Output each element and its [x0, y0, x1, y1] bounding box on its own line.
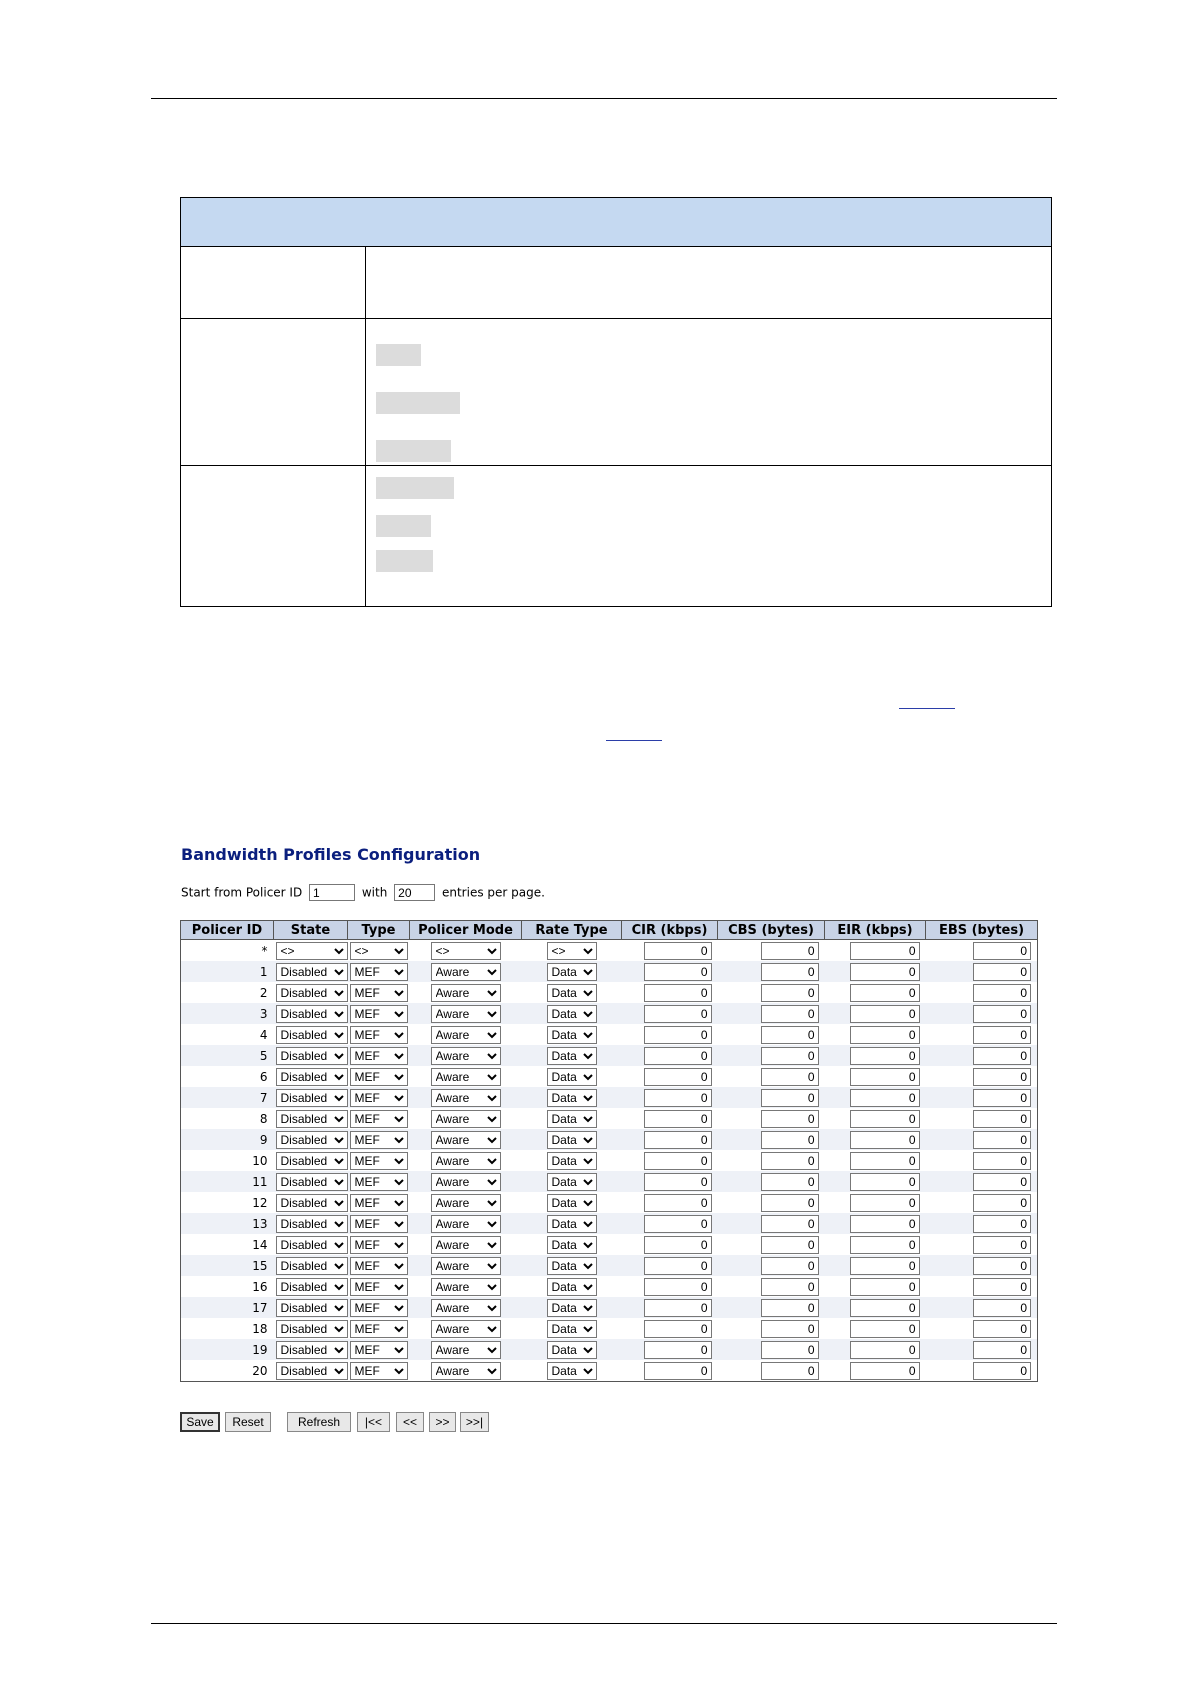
state-select[interactable]	[276, 1236, 348, 1254]
policer-mode-select[interactable]	[431, 1299, 501, 1317]
last-page-button[interactable]: >>|	[460, 1412, 489, 1432]
first-page-button[interactable]: |<<	[357, 1412, 390, 1432]
type-select[interactable]	[350, 963, 408, 981]
state-select[interactable]	[276, 1068, 348, 1086]
eir-input[interactable]	[850, 1341, 920, 1359]
table-row	[181, 1150, 1038, 1171]
state-select[interactable]	[276, 984, 348, 1002]
policer-id-cell: *	[181, 940, 274, 962]
table-row	[181, 1318, 1038, 1339]
policer-mode-select[interactable]	[431, 1341, 501, 1359]
table-row	[181, 1171, 1038, 1192]
column-header: EBS (bytes)	[926, 921, 1038, 940]
type-select[interactable]	[350, 1005, 408, 1023]
cbs-input[interactable]	[761, 1089, 819, 1107]
type-select[interactable]	[350, 1341, 408, 1359]
policer-mode-select[interactable]	[431, 1257, 501, 1275]
cir-input[interactable]	[644, 1278, 712, 1296]
column-header: CIR (kbps)	[622, 921, 718, 940]
policer-mode-select[interactable]	[431, 1152, 501, 1170]
table-row	[181, 1024, 1038, 1045]
policer-id-cell: 18	[181, 1318, 274, 1339]
cbs-input[interactable]	[761, 1173, 819, 1191]
cbs-input[interactable]	[761, 1320, 819, 1338]
start-from-label: Start from Policer ID	[181, 885, 303, 900]
policer-mode-select[interactable]	[431, 1278, 501, 1296]
wildcard-row	[181, 940, 1038, 962]
state-select[interactable]	[276, 1005, 348, 1023]
redacted-text	[376, 440, 451, 462]
table-header-row	[181, 921, 1038, 940]
state-select[interactable]	[276, 963, 348, 981]
eir-input[interactable]	[850, 1152, 920, 1170]
policer-id-cell: 10	[181, 1150, 274, 1171]
eir-input[interactable]	[850, 942, 920, 960]
cbs-input[interactable]	[761, 1362, 819, 1380]
type-select[interactable]	[350, 1152, 408, 1170]
ebs-input[interactable]	[973, 1257, 1031, 1275]
entries-per-page-input[interactable]	[394, 884, 435, 901]
rate-type-select[interactable]	[547, 1362, 597, 1380]
table-row	[181, 1087, 1038, 1108]
cbs-input[interactable]	[761, 1278, 819, 1296]
reset-button[interactable]: Reset	[225, 1412, 271, 1432]
cbs-input[interactable]	[761, 1341, 819, 1359]
policer-mode-select[interactable]	[431, 1110, 501, 1128]
eir-input[interactable]	[850, 1320, 920, 1338]
type-select[interactable]	[350, 1215, 408, 1233]
table-row	[181, 1045, 1038, 1066]
cbs-input[interactable]	[761, 1110, 819, 1128]
cir-input[interactable]	[644, 1026, 712, 1044]
state-select[interactable]	[276, 1089, 348, 1107]
state-select[interactable]	[276, 1110, 348, 1128]
policer-id-cell: 9	[181, 1129, 274, 1150]
type-select[interactable]	[350, 1299, 408, 1317]
policer-id-cell: 11	[181, 1171, 274, 1192]
eir-input[interactable]	[850, 1278, 920, 1296]
rate-type-select[interactable]	[547, 1089, 597, 1107]
rate-type-select[interactable]	[547, 1257, 597, 1275]
bandwidth-profiles-table	[180, 920, 1038, 1382]
eir-input[interactable]	[850, 1173, 920, 1191]
rate-type-select[interactable]	[547, 1320, 597, 1338]
ebs-input[interactable]	[973, 1131, 1031, 1149]
with-label: with	[361, 885, 388, 900]
ebs-input[interactable]	[973, 1236, 1031, 1254]
cbs-input[interactable]	[761, 1068, 819, 1086]
ebs-input[interactable]	[973, 1110, 1031, 1128]
cir-input[interactable]	[644, 1320, 712, 1338]
eir-input[interactable]	[850, 1215, 920, 1233]
eir-input[interactable]	[850, 1026, 920, 1044]
type-select[interactable]	[350, 1278, 408, 1296]
state-select[interactable]	[276, 1047, 348, 1065]
type-select[interactable]	[350, 942, 408, 960]
rate-type-select[interactable]	[547, 1068, 597, 1086]
rate-type-select[interactable]	[547, 1299, 597, 1317]
eir-input[interactable]	[850, 1362, 920, 1380]
cbs-input[interactable]	[761, 942, 819, 960]
redacted-text	[376, 550, 433, 572]
rate-type-select[interactable]	[547, 1005, 597, 1023]
table-row	[181, 1108, 1038, 1129]
page-title: Bandwidth Profiles Configuration	[181, 845, 481, 864]
cbs-input[interactable]	[761, 1026, 819, 1044]
column-header: Rate Type	[522, 921, 622, 940]
state-select[interactable]	[276, 1320, 348, 1338]
state-select[interactable]	[276, 1341, 348, 1359]
policer-mode-select[interactable]	[431, 963, 501, 981]
eir-input[interactable]	[850, 1257, 920, 1275]
redacted-text	[376, 344, 421, 366]
table-divider	[181, 465, 1051, 466]
table-row	[181, 1003, 1038, 1024]
column-header: EIR (kbps)	[825, 921, 926, 940]
rate-type-select[interactable]	[547, 1152, 597, 1170]
type-select[interactable]	[350, 984, 408, 1002]
table-row	[181, 1234, 1038, 1255]
ebs-input[interactable]	[973, 1026, 1031, 1044]
policer-mode-select[interactable]	[431, 1089, 501, 1107]
ebs-input[interactable]	[973, 1089, 1031, 1107]
ebs-input[interactable]	[973, 1320, 1031, 1338]
save-button[interactable]: Save	[180, 1412, 220, 1432]
footer-rule	[151, 1623, 1057, 1624]
state-select[interactable]	[276, 1131, 348, 1149]
table-divider	[181, 318, 1051, 319]
policer-id-cell: 19	[181, 1339, 274, 1360]
rate-type-select[interactable]	[547, 1236, 597, 1254]
policer-id-cell: 5	[181, 1045, 274, 1066]
cbs-input[interactable]	[761, 1299, 819, 1317]
ebs-input[interactable]	[973, 1068, 1031, 1086]
policer-mode-select[interactable]	[431, 1131, 501, 1149]
ebs-input[interactable]	[973, 1173, 1031, 1191]
cir-input[interactable]	[644, 1110, 712, 1128]
column-header: CBS (bytes)	[718, 921, 825, 940]
ebs-input[interactable]	[973, 1299, 1031, 1317]
refresh-button[interactable]: Refresh	[287, 1412, 351, 1432]
cbs-input[interactable]	[761, 963, 819, 981]
type-select[interactable]	[350, 1089, 408, 1107]
start-policer-id-input[interactable]	[309, 884, 355, 901]
policer-mode-select[interactable]	[431, 1068, 501, 1086]
cir-input[interactable]	[644, 942, 712, 960]
description-table-header	[181, 198, 1051, 247]
table-row	[181, 1297, 1038, 1318]
table-row	[181, 1339, 1038, 1360]
cbs-input[interactable]	[761, 1236, 819, 1254]
ebs-input[interactable]	[973, 1341, 1031, 1359]
rate-type-select[interactable]	[547, 1026, 597, 1044]
ebs-input[interactable]	[973, 1047, 1031, 1065]
rate-type-select[interactable]	[547, 1341, 597, 1359]
eir-input[interactable]	[850, 963, 920, 981]
type-select[interactable]	[350, 1362, 408, 1380]
table-row	[181, 1192, 1038, 1213]
cir-input[interactable]	[644, 1257, 712, 1275]
cir-input[interactable]	[644, 1152, 712, 1170]
table-row	[181, 1276, 1038, 1297]
policer-id-cell: 13	[181, 1213, 274, 1234]
cbs-input[interactable]	[761, 1005, 819, 1023]
state-select[interactable]	[276, 1026, 348, 1044]
policer-mode-select[interactable]	[431, 1026, 501, 1044]
type-select[interactable]	[350, 1236, 408, 1254]
ebs-input[interactable]	[973, 1005, 1031, 1023]
policer-id-cell: 7	[181, 1087, 274, 1108]
policer-id-cell: 2	[181, 982, 274, 1003]
cbs-input[interactable]	[761, 1257, 819, 1275]
state-select[interactable]	[276, 1173, 348, 1191]
policer-mode-select[interactable]	[431, 1236, 501, 1254]
policer-id-cell: 8	[181, 1108, 274, 1129]
cbs-input[interactable]	[761, 1152, 819, 1170]
rate-type-select[interactable]	[547, 942, 597, 960]
policer-id-cell: 6	[181, 1066, 274, 1087]
type-select[interactable]	[350, 1110, 408, 1128]
column-header: State	[274, 921, 348, 940]
ebs-input[interactable]	[973, 1215, 1031, 1233]
policer-id-cell: 20	[181, 1360, 274, 1382]
type-select[interactable]	[350, 1257, 408, 1275]
state-select[interactable]	[276, 1257, 348, 1275]
cir-input[interactable]	[644, 1215, 712, 1233]
ebs-input[interactable]	[973, 1278, 1031, 1296]
rate-type-select[interactable]	[547, 984, 597, 1002]
column-header: Policer ID	[181, 921, 274, 940]
cbs-input[interactable]	[761, 984, 819, 1002]
eir-input[interactable]	[850, 1236, 920, 1254]
eir-input[interactable]	[850, 1194, 920, 1212]
policer-id-cell: 4	[181, 1024, 274, 1045]
type-select[interactable]	[350, 1131, 408, 1149]
cir-input[interactable]	[644, 963, 712, 981]
header-rule	[151, 98, 1057, 99]
table-row	[181, 1255, 1038, 1276]
table-row	[181, 1360, 1038, 1382]
cir-input[interactable]	[644, 1089, 712, 1107]
policer-mode-select[interactable]	[431, 984, 501, 1002]
cbs-input[interactable]	[761, 1131, 819, 1149]
eir-input[interactable]	[850, 1068, 920, 1086]
policer-id-cell: 1	[181, 961, 274, 982]
type-select[interactable]	[350, 1173, 408, 1191]
state-select[interactable]	[276, 1215, 348, 1233]
rate-type-select[interactable]	[547, 963, 597, 981]
type-select[interactable]	[350, 1026, 408, 1044]
state-select[interactable]	[276, 1362, 348, 1380]
rate-type-select[interactable]	[547, 1110, 597, 1128]
cir-input[interactable]	[644, 1005, 712, 1023]
table-row	[181, 1066, 1038, 1087]
rate-type-select[interactable]	[547, 1215, 597, 1233]
state-select[interactable]	[276, 1152, 348, 1170]
state-select[interactable]	[276, 942, 348, 960]
rate-type-select[interactable]	[547, 1194, 597, 1212]
previous-page-button[interactable]: <<	[396, 1412, 424, 1432]
table-row	[181, 1129, 1038, 1150]
table-row	[181, 961, 1038, 982]
cir-input[interactable]	[644, 1299, 712, 1317]
description-table	[180, 197, 1052, 607]
rate-type-select[interactable]	[547, 1131, 597, 1149]
policer-mode-select[interactable]	[431, 1005, 501, 1023]
policer-id-cell: 17	[181, 1297, 274, 1318]
eir-input[interactable]	[850, 984, 920, 1002]
eir-input[interactable]	[850, 1005, 920, 1023]
eir-input[interactable]	[850, 1299, 920, 1317]
cir-input[interactable]	[644, 1068, 712, 1086]
cir-input[interactable]	[644, 1362, 712, 1380]
cir-input[interactable]	[644, 1173, 712, 1191]
policer-id-cell: 14	[181, 1234, 274, 1255]
cir-input[interactable]	[644, 1194, 712, 1212]
cbs-input[interactable]	[761, 1215, 819, 1233]
cir-input[interactable]	[644, 984, 712, 1002]
cir-input[interactable]	[644, 1236, 712, 1254]
rate-type-select[interactable]	[547, 1047, 597, 1065]
state-select[interactable]	[276, 1194, 348, 1212]
policer-mode-select[interactable]	[431, 942, 501, 960]
column-header: Policer Mode	[410, 921, 522, 940]
eir-input[interactable]	[850, 1131, 920, 1149]
redacted-text	[376, 515, 431, 537]
policer-mode-select[interactable]	[431, 1194, 501, 1212]
redacted-text	[376, 477, 454, 499]
policer-mode-select[interactable]	[431, 1362, 501, 1380]
paging-controls	[181, 884, 545, 901]
state-select[interactable]	[276, 1278, 348, 1296]
entries-per-page-label: entries per page.	[441, 885, 545, 900]
table-row	[181, 982, 1038, 1003]
cbs-input[interactable]	[761, 1047, 819, 1065]
next-page-button[interactable]: >>	[429, 1412, 456, 1432]
policer-id-cell: 16	[181, 1276, 274, 1297]
cir-input[interactable]	[644, 1131, 712, 1149]
policer-mode-select[interactable]	[431, 1320, 501, 1338]
type-select[interactable]	[350, 1068, 408, 1086]
column-header: Type	[348, 921, 410, 940]
type-select[interactable]	[350, 1194, 408, 1212]
cir-input[interactable]	[644, 1341, 712, 1359]
type-select[interactable]	[350, 1047, 408, 1065]
ebs-input[interactable]	[973, 942, 1031, 960]
table-divider	[365, 246, 366, 606]
rate-type-select[interactable]	[547, 1173, 597, 1191]
policer-id-cell: 15	[181, 1255, 274, 1276]
policer-id-cell: 12	[181, 1192, 274, 1213]
cbs-input[interactable]	[761, 1194, 819, 1212]
state-select[interactable]	[276, 1299, 348, 1317]
ebs-input[interactable]	[973, 1152, 1031, 1170]
ebs-input[interactable]	[973, 1194, 1031, 1212]
eir-input[interactable]	[850, 1089, 920, 1107]
rate-type-select[interactable]	[547, 1278, 597, 1296]
ebs-input[interactable]	[973, 963, 1031, 981]
policer-mode-select[interactable]	[431, 1047, 501, 1065]
eir-input[interactable]	[850, 1047, 920, 1065]
table-body	[181, 940, 1038, 1382]
hyperlink-underline[interactable]	[899, 708, 955, 709]
policer-mode-select[interactable]	[431, 1173, 501, 1191]
ebs-input[interactable]	[973, 1362, 1031, 1380]
cir-input[interactable]	[644, 1047, 712, 1065]
ebs-input[interactable]	[973, 984, 1031, 1002]
redacted-text	[376, 392, 460, 414]
table-row	[181, 1213, 1038, 1234]
hyperlink-underline[interactable]	[606, 740, 662, 741]
policer-id-cell: 3	[181, 1003, 274, 1024]
eir-input[interactable]	[850, 1110, 920, 1128]
policer-mode-select[interactable]	[431, 1215, 501, 1233]
type-select[interactable]	[350, 1320, 408, 1338]
